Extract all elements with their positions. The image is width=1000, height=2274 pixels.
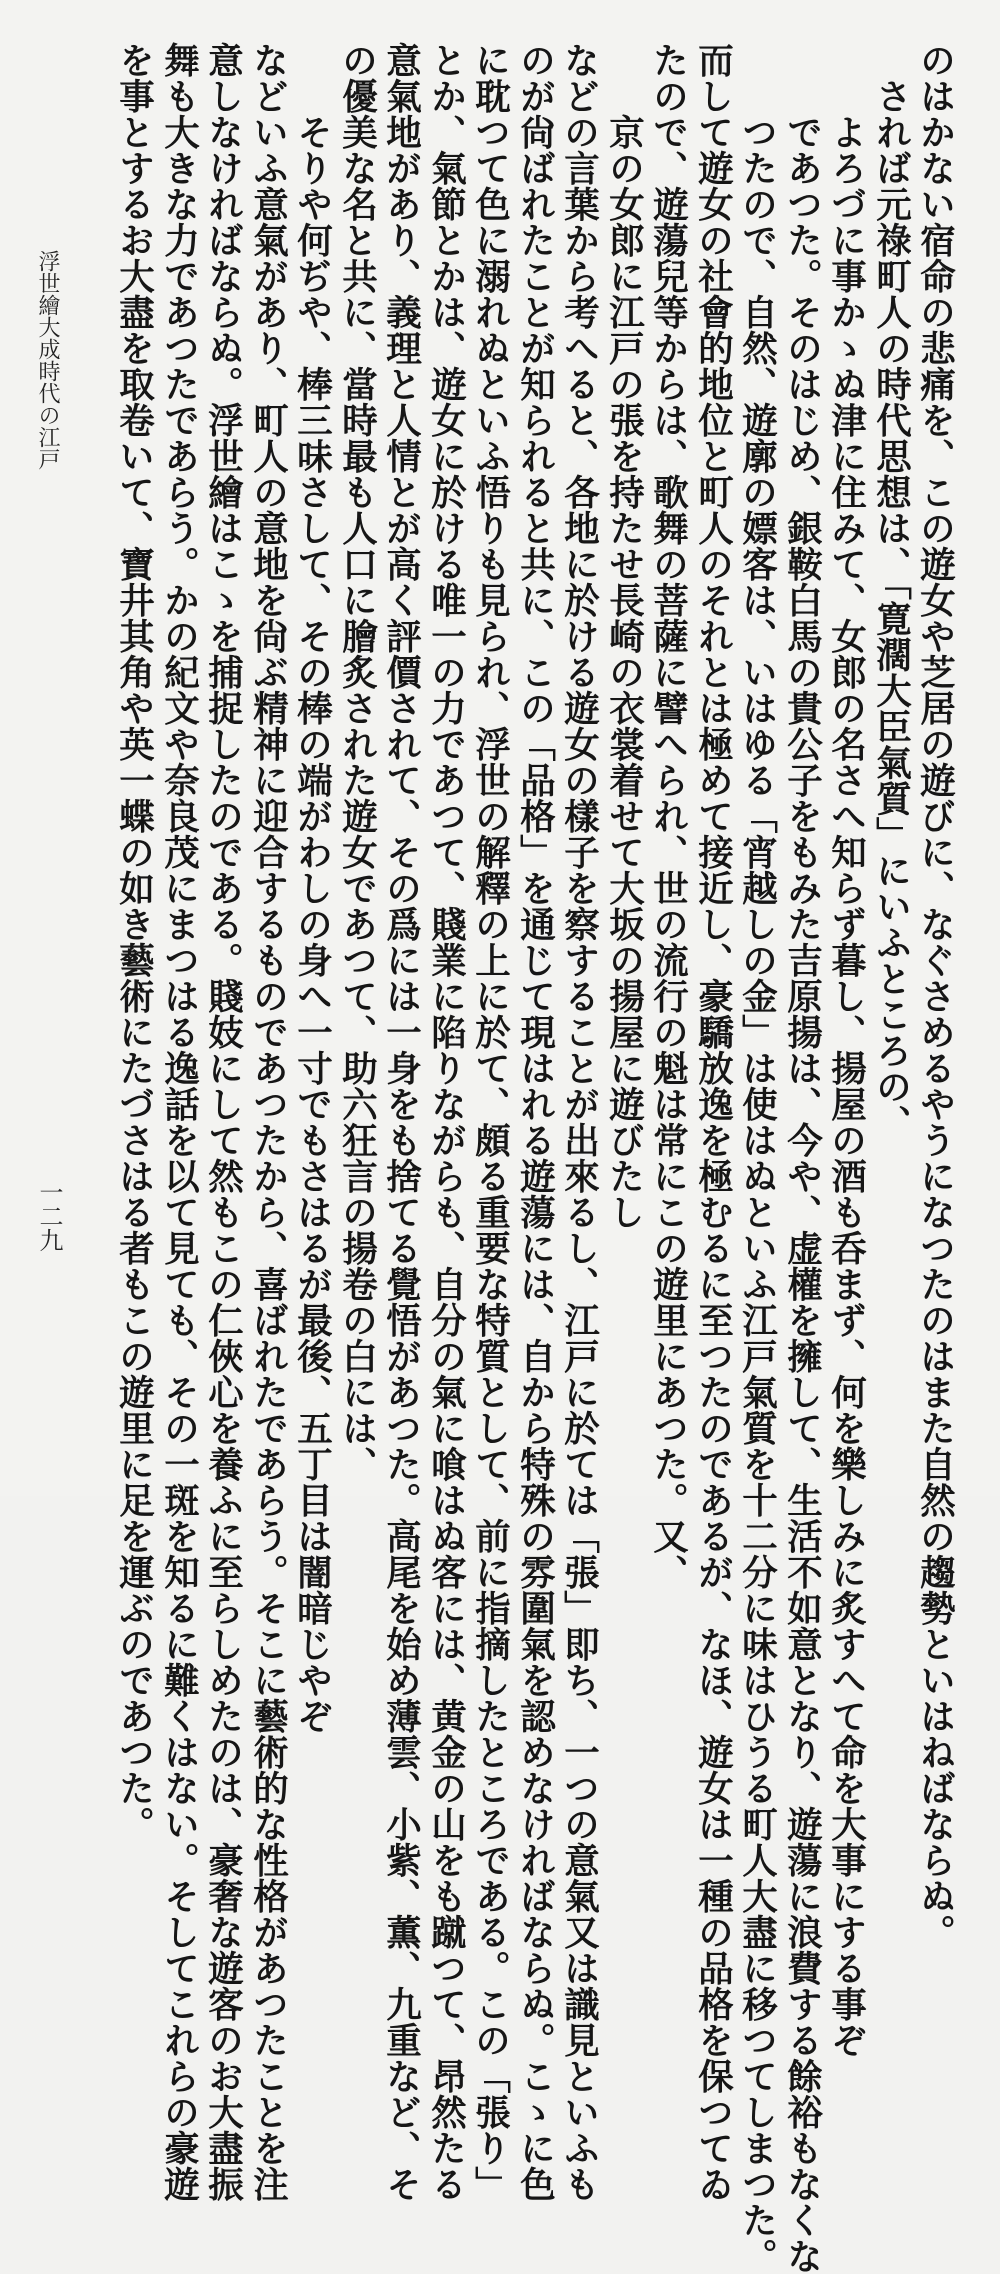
text-column: そりや何ぢや、棒三味さして、その棒の端がわしの身へ一寸でもさはるが最後、五丁目は闇暗じやぞ (291, 42, 333, 1734)
text-column: の優美な名と共に、當時最も人口に膾炙された遊女であつて、助六狂言の揚卷の白には、 (336, 42, 378, 1482)
text-column: を事とするお大盡を取卷いて、寶井其角や英一蝶の如き藝術にたづさはる者もこの遊里に足を運ぶのであつた。 (113, 42, 155, 1842)
running-title: 浮世繪大成時代の江戸 (35, 250, 60, 470)
text-column: 意氣地があり、義理と人情とが高く評價されて、その爲には一身をも捨てる覺悟があつた。高尾を始め薄雲、小紫、薫、九重など、そ (380, 42, 422, 2202)
text-column: などの言葉から考へると、各地に於ける遊女の樣子を察することが出來るし、江戸に於ては「張」即ち、一つの意氣又は識見といふも (558, 42, 600, 2202)
text-column: のが尙ばれたことが知られると共に、この「品格」を通じて現はれる遊蕩には、自から特殊の雰圍氣を認めなければならぬ。こゝに色 (514, 42, 556, 2202)
text-column: 舞も大きな力であつたであらう。かの紀文や奈良茂にまつはる逸話を以て見ても、その一斑を知るに難くはない。そしてこれらの豪遊 (158, 42, 200, 2202)
text-column: つたので、自然、遊廓の嫖客は、いはゆる「宵越しの金」は使はぬといふ江戸氣質を十二分に味はひうる町人大盡に移つてしまつた。 (736, 42, 778, 2274)
text-column: に耽つて色に溺れぬといふ悟りも見られ、浮世の解釋の上に於て、頗る重要な特質として、前に指摘したところである。この「張り」 (469, 42, 511, 2202)
text-column: よろづに事かゝぬ津に住みて、女郎の名さへ知らず暮し、揚屋の酒も呑まず、何を樂しみに炙すへて命を大事にする事ぞ (825, 42, 867, 2058)
text-column: であつた。そのはじめ、銀鞍白馬の貴公子をもみた吉原揚は、今や、虚權を擁して、生活不如意となり、遊蕩に浪費する餘裕もなくな (781, 42, 823, 2274)
text-column: とか、氣節とかは、遊女に於ける唯一の力であつて、賤業に陷りながらも、自分の氣に喰はぬ客には、黄金の山をも蹴つて、昂然たる (425, 42, 467, 2202)
text-column: 京の女郎に江戸の張を持たせ長崎の衣裳着せて大坂の揚屋に遊びたし (603, 42, 645, 1230)
text-column: 意しなければならぬ。浮世繪はこゝを捕捉したのである。賤妓にして然もこの仁俠心を養ふに至らしめたのは、豪奢な遊客のお大盡振 (202, 42, 244, 2202)
page-number: 一二九 (35, 1180, 63, 1252)
text-column: たので、遊蕩兒等からは、歌舞の菩薩に譬へられ、世の流行の魁は常にこの遊里にあつた。又、 (647, 42, 689, 1590)
text-column: などいふ意氣があり、町人の意地を尙ぶ精神に迎合するものであつたから、喜ばれたであらう。そこに藝術的な性格があつたことを注 (247, 42, 289, 2202)
text-column: 而して遊女の社會的地位と町人のそれとは極めて接近し、豪驕放逸を極むるに至つたのであるが、なほ、遊女は一種の品格を保つてゐ (692, 42, 734, 2202)
text-column: のはかない宿命の悲痛を、この遊女や芝居の遊びに、なぐさめるやうになつたのはまた自然の趨勢といはねばならぬ。 (914, 42, 956, 1950)
text-column: されば元祿町人の時代思想は、「寛濶大臣氣質」にいふところの、 (870, 42, 912, 1141)
